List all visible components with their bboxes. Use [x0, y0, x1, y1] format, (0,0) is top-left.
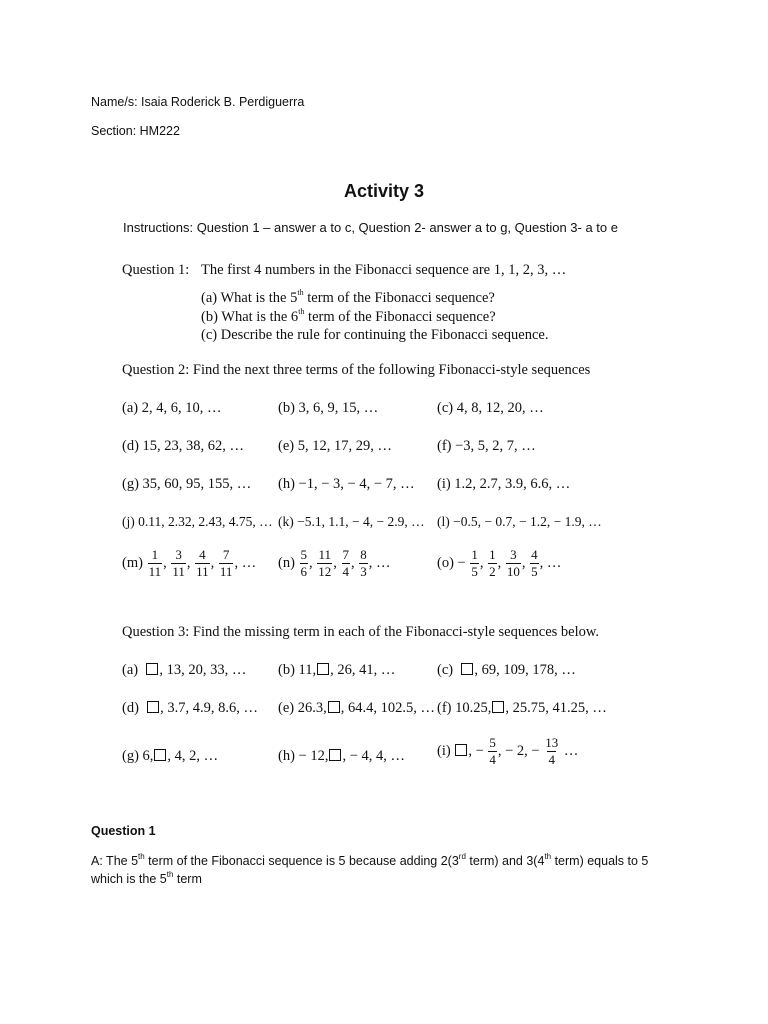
answer-heading: Question 1	[91, 824, 156, 838]
blank-box	[492, 701, 504, 713]
q2-item: (k) −5.1, 1.1, − 4, − 2.9, …	[278, 514, 425, 529]
q2-item: (d) 15, 23, 38, 62, …	[122, 438, 245, 454]
q2-item: (e) 5, 12, 17, 29, …	[278, 438, 392, 454]
q3-item-i: (i) , − $\frac{5}{4}$ , − 2, − $\frac{13}{4}$ …	[437, 735, 579, 767]
q2-item: (b) 3, 6, 9, 15, …	[278, 400, 379, 416]
instructions: Instructions: Question 1 – answer a to c, Question 2- answer a to g, Question 3- a to e	[123, 220, 618, 235]
blank-box	[328, 701, 340, 713]
fraction: $\frac{7}{4}$	[342, 547, 350, 579]
blank-box	[329, 749, 341, 761]
page-title: Activity 3	[343, 181, 425, 201]
question-1-part-a: (a) What is the 5th term of the Fibonacci sequence?	[201, 288, 495, 306]
fraction: $\frac{1}{2}$	[489, 547, 496, 579]
blank-box	[147, 701, 159, 713]
question-1-part-b: (b) What is the 6th term of the Fibonacci sequence?	[201, 307, 496, 325]
q3-item-g: (g) 6, , 4, 2, …	[122, 748, 219, 764]
blank-box	[455, 744, 467, 756]
fraction: $\frac{5}{6}$	[300, 547, 308, 579]
name-line: Name/s: Isaia Roderick B. Perdiguerra	[91, 95, 305, 109]
fraction: $\frac{4}{11}$	[196, 547, 209, 579]
q2-item: (g) 35, 60, 95, 155, …	[122, 476, 252, 492]
fraction: $\frac{7}{11}$	[219, 547, 233, 579]
q2-item: (l) −0.5, − 0.7, − 1.2, − 1.9, …	[437, 514, 602, 529]
q2-item: (a) 2, 4, 6, 10, …	[122, 400, 222, 416]
question-2-heading: Question 2: Find the next three terms of the following Fibonacci-style sequences	[122, 362, 591, 378]
q2-item: (f) −3, 5, 2, 7, …	[437, 438, 536, 454]
question-1-part-c: (c) Describe the rule for continuing the Fibonacci sequence.	[201, 327, 549, 343]
fraction: $\frac{3}{11}$	[172, 547, 185, 579]
fraction: $\frac{1}{11}$	[148, 547, 162, 579]
answer-a-text: A: The 5th term of the Fibonacci sequence is 5 because adding 2(3rd term) and 3(4th term) equals to 5 which is the 5th term	[91, 851, 649, 886]
q3-item-f: (f) 10.25, , 25.75, 41.25, …	[437, 700, 607, 716]
blank-box	[154, 749, 166, 761]
fraction: $\frac{11}{12}$	[318, 547, 332, 579]
blank-box	[146, 663, 158, 675]
fraction: $\frac{1}{5}$	[471, 547, 478, 579]
q2-item: (i) 1.2, 2.7, 3.9, 6.6, …	[437, 476, 571, 492]
q3-item-c: (c) , 69, 109, 178, …	[437, 662, 576, 678]
blank-box	[461, 663, 473, 675]
q3-item-h: (h) − 12, , − 4, 4, …	[278, 748, 406, 764]
fraction: $\frac{5}{4}$	[489, 735, 496, 767]
q3-item-a: (a) , 13, 20, 33, …	[122, 662, 247, 678]
q2-item-o: (o) − $\frac{1}{5}$ , $\frac{1}{2}$ , $\frac{3}{10}$ , $\frac{4}{5}$ , …	[437, 547, 562, 579]
blank-box	[317, 663, 329, 675]
fraction: $\frac{8}{3}$	[360, 547, 367, 579]
fraction: $\frac{13}{4}$	[545, 735, 559, 767]
fraction: $\frac{4}{5}$	[531, 547, 538, 579]
q2-item-n: (n) $\frac{5}{6}$ , $\frac{11}{12}$ , $\frac{7}{4}$ , $\frac{8}{3}$ , …	[278, 547, 391, 579]
q3-item-e: (e) 26.3, , 64.4, 102.5, …	[278, 700, 435, 716]
q2-item: (j) 0.11, 2.32, 2.43, 4.75, …	[122, 514, 273, 529]
question-1-stem: The first 4 numbers in the Fibonacci sequence are 1, 1, 2, 3, …	[201, 262, 567, 278]
q2-item: (h) −1, − 3, − 4, − 7, …	[278, 476, 415, 492]
q2-item: (c) 4, 8, 12, 20, …	[437, 400, 544, 416]
q3-item-b: (b) 11, , 26, 41, …	[278, 662, 396, 678]
q3-item-d: (d) , 3.7, 4.9, 8.6, …	[122, 700, 259, 716]
q2-item-m: (m) $\frac{1}{11}$ , $\frac{3}{11}$ , $\frac{4}{11}$ , $\frac{7}{11}$ , …	[122, 547, 257, 579]
question-1-label: Question 1:	[122, 262, 190, 278]
fraction: $\frac{3}{10}$	[506, 547, 520, 579]
section-line: Section: HM222	[91, 124, 180, 138]
question-3-heading: Question 3: Find the missing term in each of the Fibonacci-style sequences below.	[122, 624, 600, 640]
